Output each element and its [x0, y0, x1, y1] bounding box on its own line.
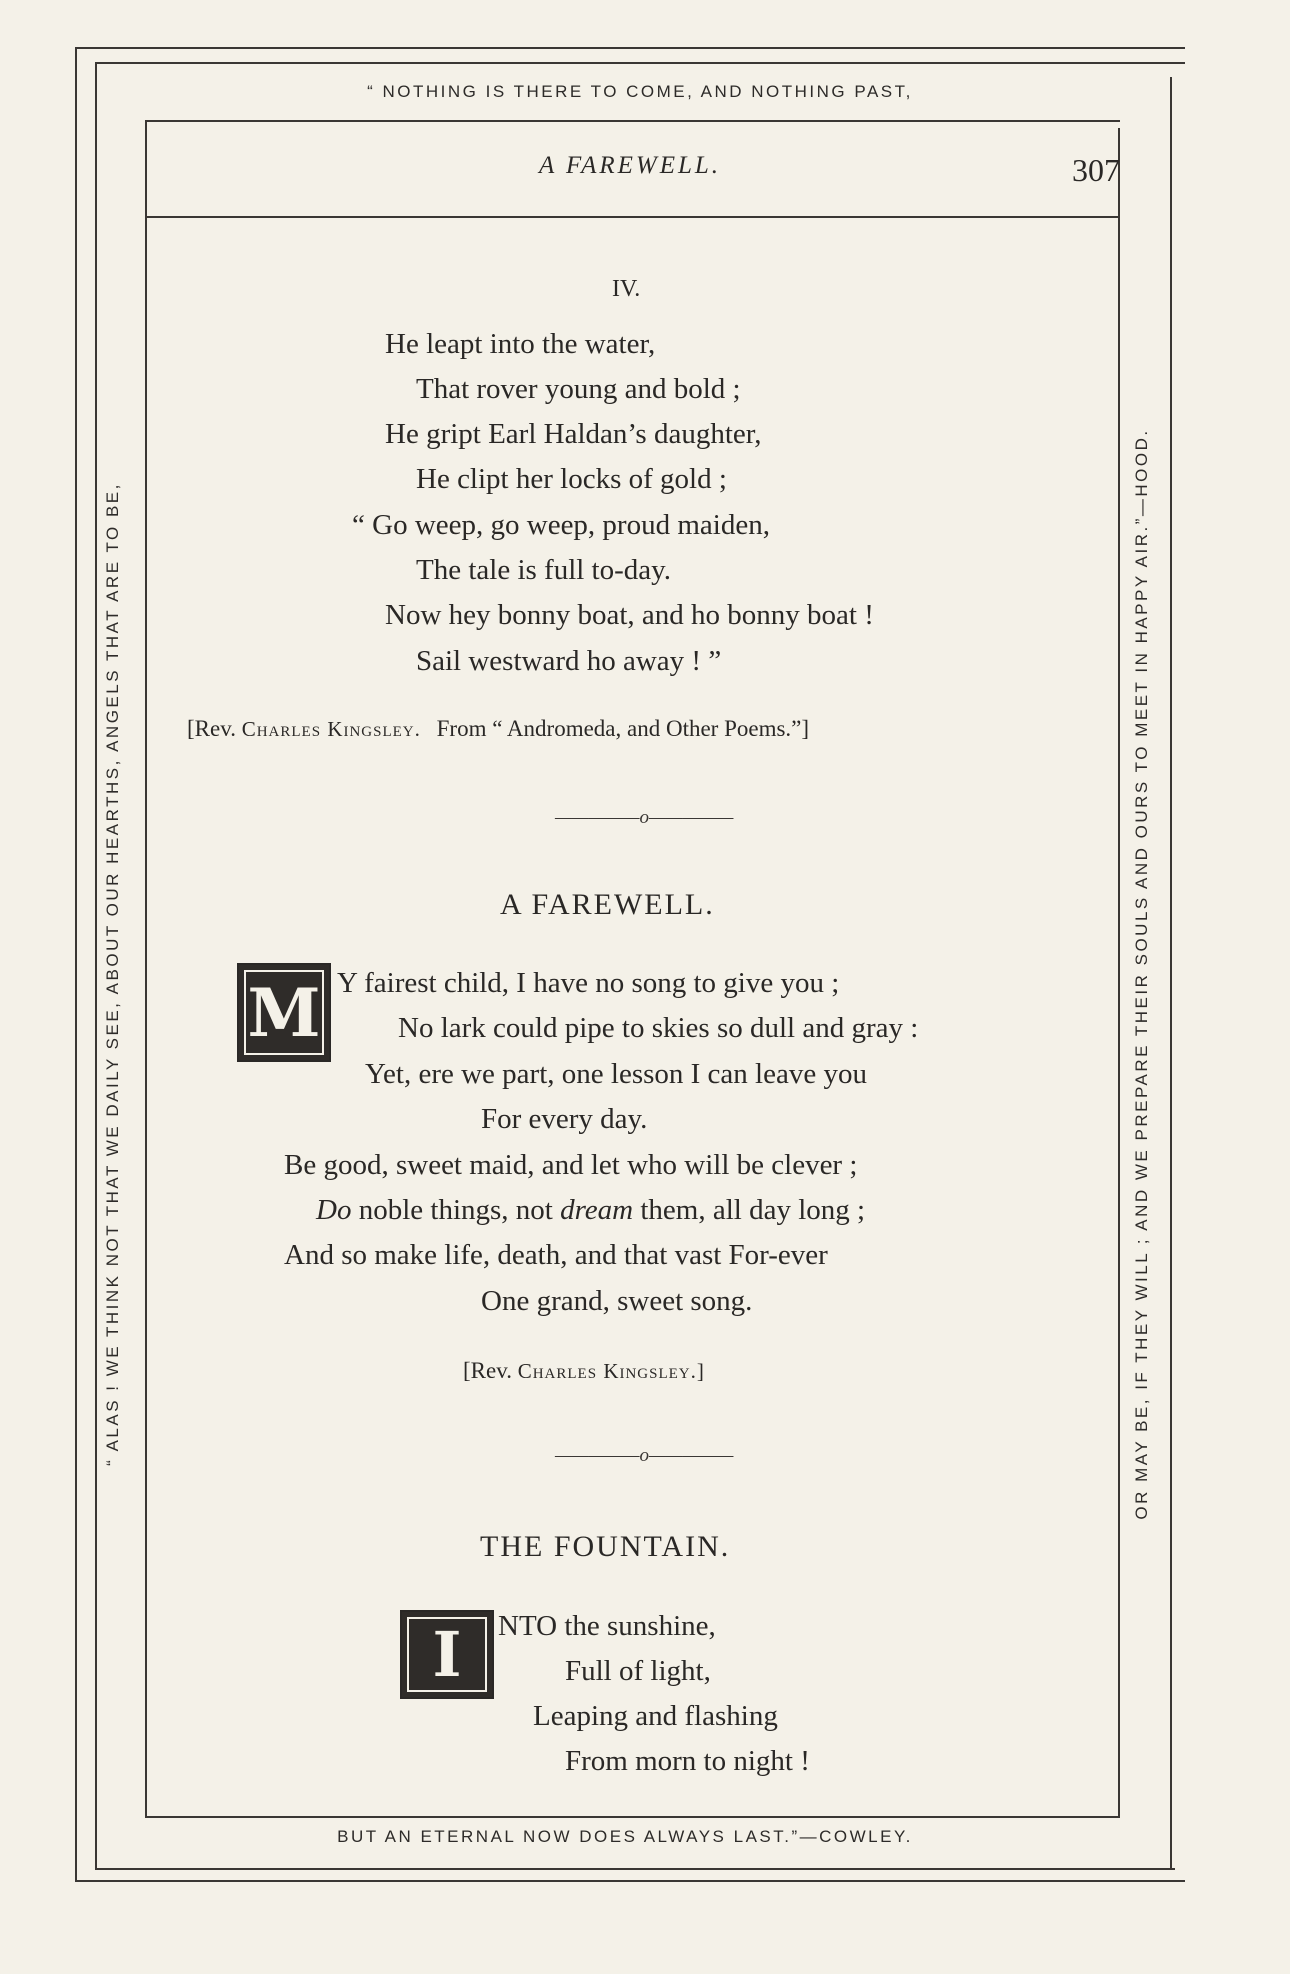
middle-rule-top	[95, 62, 1185, 64]
inner-box-left	[145, 120, 147, 1818]
line6-mid: noble things, not	[351, 1194, 561, 1226]
poem2-line-3: Yet, ere we part, one lesson I can leave you	[365, 1058, 867, 1090]
poem2-title: A FAREWELL.	[500, 888, 715, 921]
inner-box-bottom	[145, 1816, 1120, 1818]
poem1-line-2: That rover young and bold ;	[416, 373, 741, 405]
stanza-number: IV.	[612, 276, 641, 302]
middle-rule-left	[95, 62, 97, 1870]
outer-rule-top	[75, 47, 1185, 49]
emphasis-dream: dream	[560, 1194, 634, 1226]
poem1-line-8: Sail westward ho away ! ”	[416, 645, 722, 677]
inner-box-right	[1118, 128, 1120, 1818]
border-quote-top: “ NOTHING IS THERE TO COME, AND NOTHING PAST,	[367, 82, 913, 101]
poem2-line-1: Y fairest child, I have no song to give you ;	[337, 967, 840, 999]
poem3-line-2: Full of light,	[565, 1655, 711, 1687]
border-quote-right: OR MAY BE, IF THEY WILL ; AND WE PREPARE THEIR SOULS AND OURS TO MEET IN HAPPY AIR.”—HOOD.	[1132, 428, 1151, 1520]
poem1-line-5: “ Go weep, go weep, proud maiden,	[352, 509, 770, 541]
poem2-line-6	[316, 1194, 865, 1227]
attribution-author: Charles Kingsley.]	[517, 1359, 705, 1383]
attribution-prefix: [Rev.	[463, 1358, 512, 1383]
outer-rule-bottom	[75, 1880, 1185, 1882]
middle-rule-bottom	[95, 1868, 1175, 1870]
poem1-line-7: Now hey bonny boat, and ho bonny boat !	[385, 599, 874, 631]
poem2-line-7: And so make life, death, and that vast For-ever	[284, 1239, 828, 1271]
dropcap-m: M	[237, 963, 331, 1062]
poem1-line-4: He clipt her locks of gold ;	[416, 463, 727, 495]
line6-end: them, all day long ;	[633, 1194, 866, 1226]
border-quote-left: “ ALAS ! WE THINK NOT THAT WE DAILY SEE, ABOUT OUR HEARTHS, ANGELS THAT ARE TO BE,	[103, 482, 122, 1466]
dropcap-i: I	[400, 1610, 494, 1699]
poem1-line-6: The tale is full to-day.	[416, 554, 672, 586]
poem3-line-3: Leaping and flashing	[533, 1700, 778, 1732]
poem1-attribution	[187, 716, 809, 742]
poem3-line-1: NTO the sunshine,	[498, 1610, 716, 1642]
poem3-title: THE FOUNTAIN.	[480, 1530, 731, 1563]
poem1-line-3: He gript Earl Haldan’s daughter,	[385, 418, 762, 450]
emphasis-do: Do	[316, 1194, 352, 1226]
page-number: 307	[1072, 152, 1120, 188]
border-quote-bottom: BUT AN ETERNAL NOW DOES ALWAYS LAST.”—COWLEY.	[337, 1827, 913, 1846]
section-ornament: —————o—————	[555, 807, 734, 828]
middle-rule-right	[1170, 77, 1172, 1870]
running-title: A FAREWELL.	[538, 152, 722, 179]
header-divider	[145, 216, 1120, 218]
section-ornament: —————o—————	[555, 1445, 734, 1466]
poem1-line-1: He leapt into the water,	[385, 328, 656, 360]
poem2-attribution	[463, 1358, 705, 1384]
attribution-author: Charles Kingsley.	[241, 717, 421, 741]
inner-box-top	[145, 120, 1120, 122]
poem2-line-2: No lark could pipe to skies so dull and gray :	[398, 1012, 919, 1044]
poem2-line-8: One grand, sweet song.	[481, 1285, 753, 1317]
attribution-prefix: [Rev.	[187, 716, 236, 741]
outer-rule-left	[75, 47, 77, 1880]
poem3-line-4: From morn to night !	[565, 1745, 810, 1777]
attribution-source: From “ Andromeda, and Other Poems.”]	[436, 716, 810, 741]
poem2-line-5: Be good, sweet maid, and let who will be clever ;	[284, 1149, 858, 1181]
poem2-line-4: For every day.	[481, 1103, 648, 1135]
